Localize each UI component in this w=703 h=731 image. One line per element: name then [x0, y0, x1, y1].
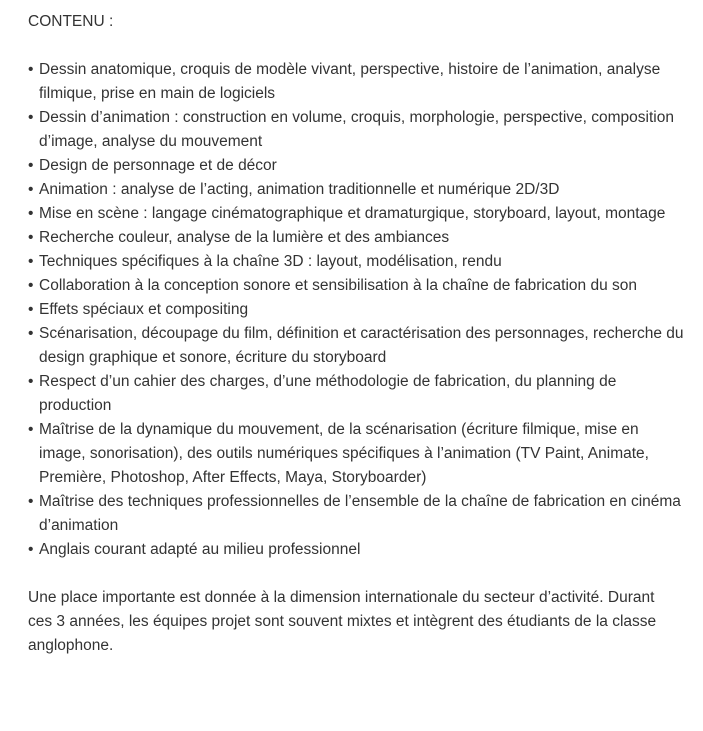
list-item: • Animation : analyse de l’acting, animation traditionnelle et numérique 2D/3D [28, 178, 688, 202]
list-item: • Recherche couleur, analyse de la lumière et des ambiances [28, 226, 688, 250]
list-item: • Dessin d’animation : construction en volume, croquis, morphologie, perspective, composition d’image, analyse du mouvement [28, 106, 688, 154]
list-item: • Techniques spécifiques à la chaîne 3D : layout, modélisation, rendu [28, 250, 688, 274]
list-item: • Maîtrise de la dynamique du mouvement, de la scénarisation (écriture filmique, mise en image, sonorisation), des outils numériques spécifiques à l’animation (TV Paint, Animate, Première, Photoshop, After Effects, Maya, Storyboarder) [28, 418, 688, 490]
list-item: • Effets spéciaux et compositing [28, 298, 688, 322]
list-item: • Mise en scène : langage cinématographique et dramaturgique, storyboard, layout, montage [28, 202, 688, 226]
content-list [28, 58, 688, 562]
international-paragraph: Une place importante est donnée à la dimension internationale du secteur d’activité. Durant ces 3 années, les équipes projet sont souvent mixtes et intègrent des étudiants de la classe anglophone. [28, 589, 657, 654]
list-item: • Scénarisation, découpage du film, définition et caractérisation des personnages, recherche du design graphique et sonore, écriture du storyboard [28, 322, 688, 370]
list-item: • Respect d’un cahier des charges, d’une méthodologie de fabrication, du planning de production [28, 370, 688, 418]
list-item: • Dessin anatomique, croquis de modèle vivant, perspective, histoire de l’animation, analyse filmique, prise en main de logiciels [28, 58, 688, 106]
list-item: • Maîtrise des techniques professionnelles de l’ensemble de la chaîne de fabrication en cinéma d’animation [28, 490, 688, 538]
section-heading: CONTENU : [28, 13, 114, 30]
list-item: • Anglais courant adapté au milieu professionnel [28, 538, 688, 562]
list-item: • Collaboration à la conception sonore et sensibilisation à la chaîne de fabrication du son [28, 274, 688, 298]
list-item: • Design de personnage et de décor [28, 154, 688, 178]
content-section [28, 10, 688, 658]
